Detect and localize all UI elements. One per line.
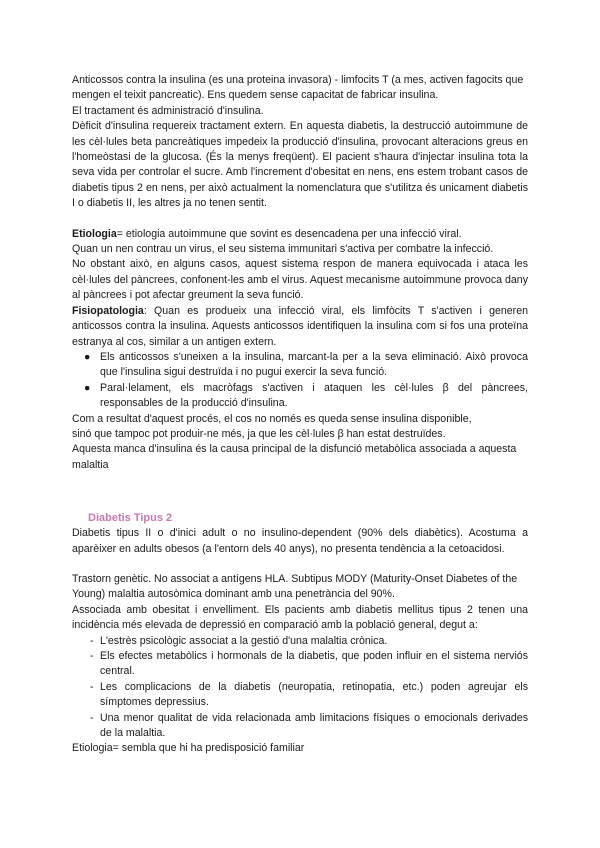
dash-icon: - — [90, 680, 94, 693]
dash-icon: - — [90, 650, 94, 662]
etiologia-label: Etiologia — [72, 227, 117, 240]
paragraph: Dèficit d'insulina requereix tractament extern. En aquesta diabetis, la destrucció autoimmune de les cèl·lules beta pancreàtiques impedeix la producció d'insulina, provocant alteracions greus en l'homeòstasi de la glucosa. (És la menys freqüent). El pacient s'haura d'injectar insulina tota la seva vida per controlar el sucre. Amb l'increment d'obesitat en nens, ens estem trobant casos de diabetis tipus 2 en nens, per això actualment la nomenclatura que s'utilitza és unicament diabetis I o diabetis II, les altres ja no tenen sentit. — [72, 120, 528, 210]
list-item — [72, 634, 528, 649]
paragraph: Associada amb obesitat i envelliment. Els pacients amb diabetis mellitus tipus 2 tenen una incidència més elevada de depressió en comparació amb la població general, degut a: — [72, 603, 528, 632]
dash-list — [72, 634, 528, 742]
list-item-text: Les complicacions de la diabetis (neuropatia, retinopatia, etc.) poden agreujar els símptomes depressius. — [100, 680, 528, 709]
dash-icon: - — [90, 634, 94, 647]
list-item-text: Paral·lelament, els macròfags s'activen i ataquen les cèl·lules β del pàncrees, responsables de la producció d'insulina. — [100, 381, 528, 410]
list-item-text: Una menor qualitat de vida relacionada amb limitacions físiques o emocionals derivades de la malaltia. — [100, 711, 528, 740]
paragraph: Aquesta manca d'insulina és la causa principal de la disfunció metabòlica associada a aquesta malaltia — [72, 443, 517, 471]
paragraph: Trastorn genètic. No associat a antígens HLA. Subtipus MODY (Maturity-Onset Diabetes of the Young) malaltia autosòmica dominant amb una penetrància del 90%. — [72, 572, 518, 601]
etiologia-paragraph — [72, 227, 528, 242]
bullet-icon: ● — [84, 381, 91, 394]
list-item — [72, 350, 528, 381]
fisiopatologia-label: Fisiopatologia — [72, 304, 144, 317]
paragraph: Diabetis tipus II o d'inici adult o no insulino-dependent (90% dels diabètics). Acostuma a aparèixer en adults obesos (a l'entorn dels 40 anys), no presenta tendència a la cetoacidosi. — [72, 527, 528, 555]
list-item-text: L'estrès psicològic associat a la gestió d'una malaltia crònica. — [100, 634, 388, 647]
paragraph: sinó que tampoc pot produir-ne més, ja que les cèl·lules β han estat destruïdes. — [72, 427, 446, 440]
paragraph: Com a resultat d'aquest procés, el cos no només es queda sense insulina disponible, — [72, 412, 472, 425]
dash-icon: - — [90, 711, 94, 724]
list-item — [72, 711, 528, 742]
fisiopatologia-text: : Quan es produeix una infecció viral, els limfòcits T s'activen i generen anticossos contra la insulina. Aquests anticossos identifiquen la insulina com si fos una proteïna estranya al cos, similar a un antigen extern. — [72, 304, 528, 348]
bullet-icon: ● — [84, 350, 91, 363]
list-item — [72, 381, 528, 412]
bullet-list — [72, 350, 528, 412]
paragraph: El tractament és administració d'insulina. — [72, 104, 264, 117]
section-heading: Diabetis Tipus 2 — [88, 512, 173, 525]
paragraph: Quan un nen contrau un virus, el seu sistema immunitari s'activa per combatre la infecció. — [72, 243, 494, 256]
list-item — [72, 649, 528, 680]
list-item-text: Els anticossos s'uneixen a la insulina, marcant-la per a la seva eliminació. Això provoca que l'insulina sigui destruïda i no pugui exercir la seva funció. — [100, 350, 528, 379]
paragraph: Etiologia= sembla que hi ha predisposició familiar — [72, 742, 305, 755]
paragraph: Anticossos contra la insulina (es una proteina invasora) - limfocits T (a mes, activen fagocits que mengen el teixit pancreatic). Ens quedem sense capacitat de fabricar insulina. — [72, 74, 524, 102]
document-page — [72, 73, 528, 757]
list-item — [72, 680, 528, 711]
etiologia-text: = etiologia autoimmune que sovint es desencadena per una infecció viral. — [116, 227, 462, 240]
paragraph: No obstant això, en alguns casos, aquest sistema respon de manera equivocada i ataca les cèl·lules del pàncrees, confonent-les amb el virus. Aquest mecanisme autoimmune provoca dany al pàncrees i pot afectar greument la seva funció. — [72, 258, 528, 302]
fisiopatologia-paragraph — [72, 304, 528, 350]
list-item-text: Els efectes metabòlics i hormonals de la diabetis, que poden influir en el sistema nerviós central. — [100, 650, 528, 678]
